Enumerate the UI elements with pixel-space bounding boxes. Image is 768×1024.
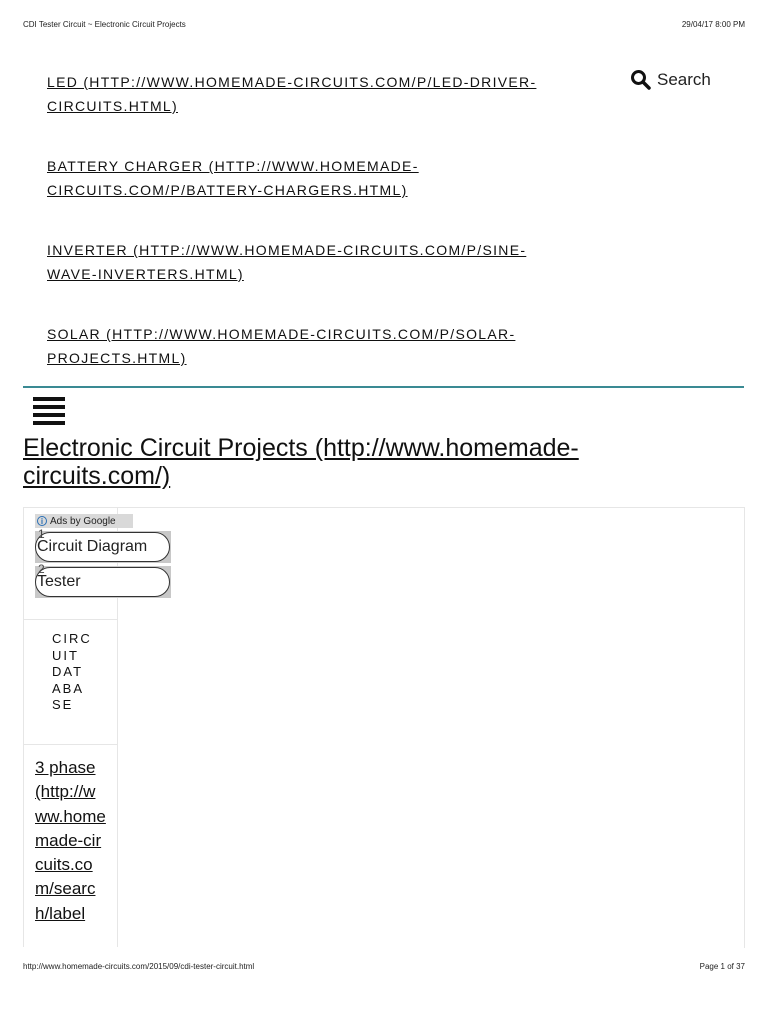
print-page-title: CDI Tester Circuit ~ Electronic Circuit Projects [23,20,186,29]
search-icon [630,69,651,90]
nav-link-battery-charger[interactable]: BATTERY CHARGER (HTTP://WWW.HOMEMADE-CIRCUITS.COM/P/BATTERY-CHARGERS.HTML) [47,158,419,198]
print-datetime: 29/04/17 8:00 PM [681,20,745,29]
search-label: Search [657,69,711,89]
print-header [23,20,745,29]
ad-link-label: Tester [37,573,81,590]
category-link-3-phase[interactable]: 3 phase (http://www.homemade-circuits.com/search/label [35,758,106,923]
circuit-database-heading: CIRCUIT DATABASE [52,631,92,712]
ad-link-number: 1 [38,527,45,541]
divider [23,744,117,745]
nav-link-led[interactable]: LED (HTTP://WWW.HOMEMADE-CIRCUITS.COM/P/LED-DRIVER-CIRCUITS.HTML) [47,74,537,114]
ads-label: Ads by Google [50,515,116,527]
info-icon: i [37,516,47,526]
ad-pill [35,567,170,597]
search-button[interactable] [630,69,711,90]
ads-by-google-badge[interactable] [35,514,133,528]
print-page-number: Page 1 of 37 [699,962,745,971]
top-nav-menu [47,70,547,406]
site-title-link[interactable]: Electronic Circuit Projects (http://www.homemade-circuits.com/) [23,434,579,490]
nav-link-solar[interactable]: SOLAR (HTTP://WWW.HOMEMADE-CIRCUITS.COM/P/SOLAR-PROJECTS.HTML) [47,326,516,366]
ad-pill [35,532,170,562]
nav-link-inverter[interactable]: INVERTER (HTTP://WWW.HOMEMADE-CIRCUITS.COM/P/SINE-WAVE-INVERTERS.HTML) [47,242,527,282]
print-footer [23,962,745,971]
ad-link-circuit-diagram[interactable] [35,527,171,563]
ad-link-number: 2 [38,562,45,576]
divider [23,619,117,620]
header-divider [23,386,744,388]
hamburger-menu-icon[interactable] [33,397,65,425]
ad-link-label: Circuit Diagram [37,538,148,555]
ad-link-tester[interactable] [35,562,171,598]
print-url: http://www.homemade-circuits.com/2015/09/cdi-tester-circuit.html [23,962,255,971]
